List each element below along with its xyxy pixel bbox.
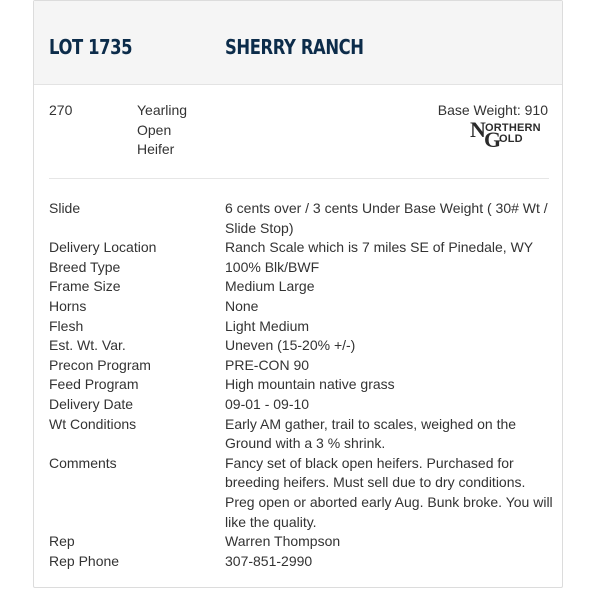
detail-value: High mountain native grass: [225, 376, 395, 393]
section-divider: [49, 178, 549, 179]
detail-label: Rep: [49, 533, 75, 550]
detail-label: Frame Size: [49, 278, 121, 295]
detail-row: [34, 336, 562, 356]
detail-value: Medium Large: [225, 278, 315, 295]
description-line: Heifer: [137, 141, 175, 157]
detail-row: [34, 415, 562, 454]
lot-details: [34, 199, 562, 571]
head-count: 270: [49, 102, 73, 118]
detail-row: [34, 395, 562, 415]
detail-row: [34, 375, 562, 395]
detail-row: [34, 552, 562, 572]
detail-value: 307-851-2990: [225, 552, 313, 569]
detail-value: Fancy set of black open heifers. Purchased for breeding heifers. Must sell due to dry conditions. Preg open or aborted early Aug. Bunk broke. You will like the quality.: [225, 454, 553, 530]
base-weight: Base Weight: 910: [437, 102, 548, 118]
detail-row: [34, 317, 562, 337]
detail-value: Early AM gather, trail to scales, weighed on the Ground with a 3 % shrink.: [225, 415, 517, 452]
detail-label: Horns: [49, 297, 87, 314]
lot-summary: [34, 84, 562, 179]
detail-label: Precon Program: [49, 356, 151, 373]
detail-value: Light Medium: [225, 317, 310, 334]
detail-value: 09-01 - 09-10: [225, 395, 310, 412]
description-line: Open: [137, 121, 172, 138]
lot-header: [34, 1, 562, 85]
detail-label: Delivery Location: [49, 239, 157, 256]
northern-gold-logo: N ORTHERN G OLD: [470, 117, 541, 152]
ranch-name: SHERRY RANCH: [225, 35, 364, 59]
description-line: Yearling: [137, 102, 188, 118]
detail-row: [34, 297, 562, 317]
detail-label: Delivery Date: [49, 395, 134, 412]
detail-value: PRE-CON 90: [225, 356, 310, 373]
detail-label: Flesh: [49, 317, 84, 334]
lot-card: [33, 0, 563, 588]
detail-label: Wt Conditions: [49, 415, 137, 432]
detail-label: Breed Type: [49, 258, 121, 275]
detail-row: [34, 532, 562, 552]
detail-label: Feed Program: [49, 376, 139, 393]
detail-label: Est. Wt. Var.: [49, 337, 126, 354]
detail-label: Comments: [49, 454, 117, 471]
lot-number: LOT 1735: [49, 35, 133, 59]
detail-value: Ranch Scale which is 7 miles SE of Pinedale, WY: [225, 239, 534, 256]
detail-row: [34, 454, 562, 532]
detail-value: 100% Blk/BWF: [225, 258, 320, 275]
detail-row: [34, 199, 562, 238]
detail-label: Slide: [49, 200, 81, 216]
detail-value: Uneven (15-20% +/-): [225, 337, 356, 354]
cattle-description: [137, 101, 187, 160]
detail-label: Rep Phone: [49, 552, 120, 569]
detail-value: Warren Thompson: [225, 533, 341, 550]
detail-value: 6 cents over / 3 cents Under Base Weight ( 30# Wt / Slide Stop): [225, 200, 548, 236]
detail-row: [34, 356, 562, 376]
detail-row: [34, 277, 562, 297]
detail-value: None: [225, 297, 259, 314]
detail-row: [34, 238, 562, 258]
detail-row: [34, 258, 562, 278]
